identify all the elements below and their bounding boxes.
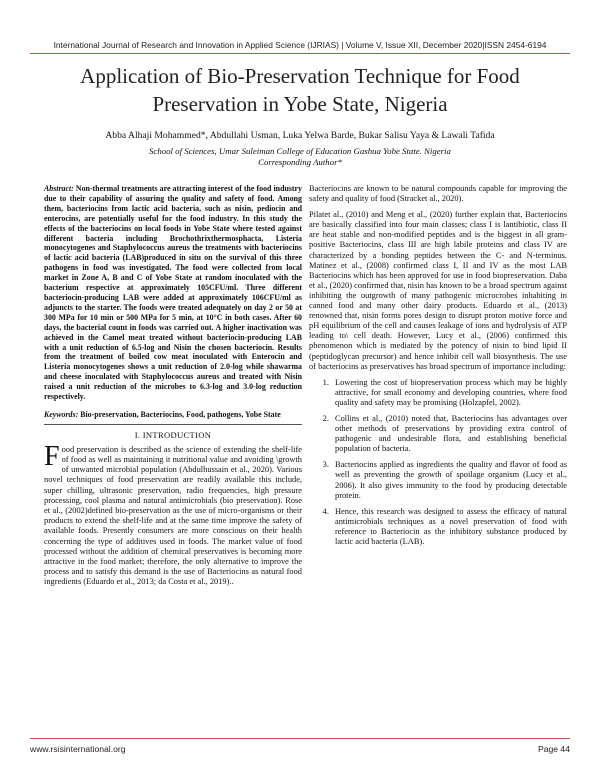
introduction-text: ood preservation is described as the science of extending the shelf-life of food as well as maintaining it nutritional value and avoiding \growth of unwanted microbial population (Abdulhussain et al., 2020). Various novel techniques of food preservation are readily available this include, super chilling, ultrasonic preservation, radio frequencies, high pressure processing, cool plasma and natural antimicrobials (bio preservation). Rose et al., (2002)defined bio-preservation as the use of micro-organisms or their products to extend the shelf-life and at the same time improve the safety of available foods. Presently consumers are more conscious on their health concerning the type of additives used in foods. The market value of food processed without the addition of chemical preservatives is becoming more attractive in the food market; therefore, the only alternative to improve the process and to satisfy this demand is the use of Bacteriocins as natural food ingredients (Eduardo et al., 2013; da Costa et al., 2019)..	[44, 444, 302, 587]
affiliation: School of Sciences, Umar Suleiman College of Education Gashua Yobe State. Nigeria	[149, 146, 451, 156]
abstract-label: Abstract:	[44, 184, 74, 193]
keywords-divider	[44, 424, 302, 425]
list-item: 3. Bacteriocins applied as ingredients the quality and flavor of food as well as preventing the growth of spoilage organism (Lucy et al., 2006). It also gives immunity to the food by producing detectable protein.	[331, 460, 567, 500]
importance-list	[309, 378, 567, 547]
right-column	[309, 184, 567, 553]
keywords-label: Keywords:	[44, 409, 79, 419]
keywords	[44, 410, 302, 420]
list-item: 2. Collins et al., (2010) noted that, Bacteriocins has advantages over other methods of preservations by providing extra control of pathogenic and undesirable flora, and establishing beneficial population of bacteria.	[331, 414, 567, 454]
left-column	[44, 184, 302, 588]
header-rule	[30, 53, 570, 54]
introduction-paragraph	[44, 440, 302, 588]
title-line-1: Application of Bio-Preservation Technique for Food	[80, 64, 520, 88]
affiliation-block	[30, 146, 570, 168]
section-heading-introduction: I. INTRODUCTION	[134, 429, 212, 440]
journal-header: International Journal of Research and Innovation in Applied Science (IJRIAS) | Volume V, Issue XII, December 2020|ISSN 2454-6194	[53, 40, 547, 50]
page-number: Page 44	[537, 744, 570, 754]
list-item: 1. Lowering the cost of biopreservation process which may be highly attractive, for small economy and developing countries, where food quality and safety may be promising (Holzapfel, 2002).	[331, 378, 567, 408]
author-list: Abba Alhaji Mohammed*, Abdullahi Usman, Luka Yelwa Barde, Bukar Salisu Yaya & Lawali Tafida	[105, 130, 495, 141]
paper-title	[30, 62, 570, 118]
abstract-text: Non-thermal treatments are attracting interest of the food industry due to their capability of assuring the quality and safety of food. Among them, bacteriocins from lactic acid bacteria, such as nisin, pediocin and enterocins, are potentially useful for the food industry. In this study the effects of the bacteriocins on local foods in Yobe State where tested against different bacteria including Brochothrixthermosphacta, Listeria monocytogenes and Staphylococcus aureus the treatments with bacteriocins of lactic acid bacteria (LAB)produced in situ on the survival of this three pathogens in food was investigated. The food were collected from local market in Zone A, B and C of Yobe State at random inoculated with the bacterium respective at approximately 105CFU/ml. Three different bacteriocin-producing LAB were added at approximately 106CFU/ml as adjuncts to the starter. The foods were treated adequately on day 2 or 50 at 300 MPa for 10 min or 500 MPa for 5 min, at 10°C in both cases. After 60 days, the bacterial count in foods was carried out. A higher inactivation was achieved in the Camel meat treated without bacteriocin-producing LAB with a unit reduction of 6.5-log and Nisin the chosen bacteriocin. Results from the treatment of boiled cow meat inoculated with Enterocin and Listeria monocytogenes shows a unit reduction of 2.0-log while shawarma and cheese inoculated with Staphylococcus aureus and treated with Nisin raised a unit reduction of the microbes to 6.3-log and 3.0-log reduction respectively.	[44, 184, 302, 402]
title-line-2: Preservation in Yobe State, Nigeria	[152, 92, 448, 116]
paragraph-bacteriocins-classes: Pilatet al., (2010) and Meng et al., (2020) further explain that, Bacteriocins are basically classified into four main classes; class I is lantibiotic, class II are heat stable and non-modified peptides and is the biggest in all gram-positive Bacteriocins, class III are high labile proteins and class IV are characterized by a bonding peptides between the C- and N-terminus. Matinez et al., (2008) confirmed class I, II and IV as the most LAB Bacteriocins which has been approved for use in food biopreservation. Daba et al., (2020) confirmed that, nisin has known to be a broad spectrum against inhibiting the outgrowth of many pathogenic microcrobes inhabiting in canned food and many other dairy products. Eduardo et al., (2013) renowned that, nisin forms pores design to disrupt proton motive force and pH equilibrium of the cell and causes leakage of ions and hydrolysis of ATP leading to\ cell death. However, Lucy et al., (2006) confirmed this phenomenon which is mediated by the potency of nisin to bind lipid II (peptidoglycan precursor) and hence inhibit cell wall biosynthesis. The use of bacteriocins as preservatives has broad spectrum of importance including:	[309, 210, 567, 371]
list-item: 4. Hence, this research was designed to assess the efficacy of natural antimicrobials techniques as a novel preservation of food with reference to Bacteriocin as the inhibitory substance produced by lactic acid bacteria (LAB).	[331, 507, 567, 547]
footer-rule	[30, 738, 570, 739]
keywords-text: Bio-preservation, Bacteriocins, Food, pathogens, Yobe State	[80, 409, 281, 419]
corresponding-author: Corresponding Author*	[258, 157, 342, 167]
footer-website-link[interactable]: www.rsisinternational.org	[30, 744, 126, 754]
abstract	[44, 184, 302, 402]
paragraph-bacteriocins-intro: Bacteriocins are known to be natural compounds capable for improving the safety and quality of food (Stracket al., 2020).	[309, 184, 567, 204]
drop-cap: F	[44, 440, 60, 472]
